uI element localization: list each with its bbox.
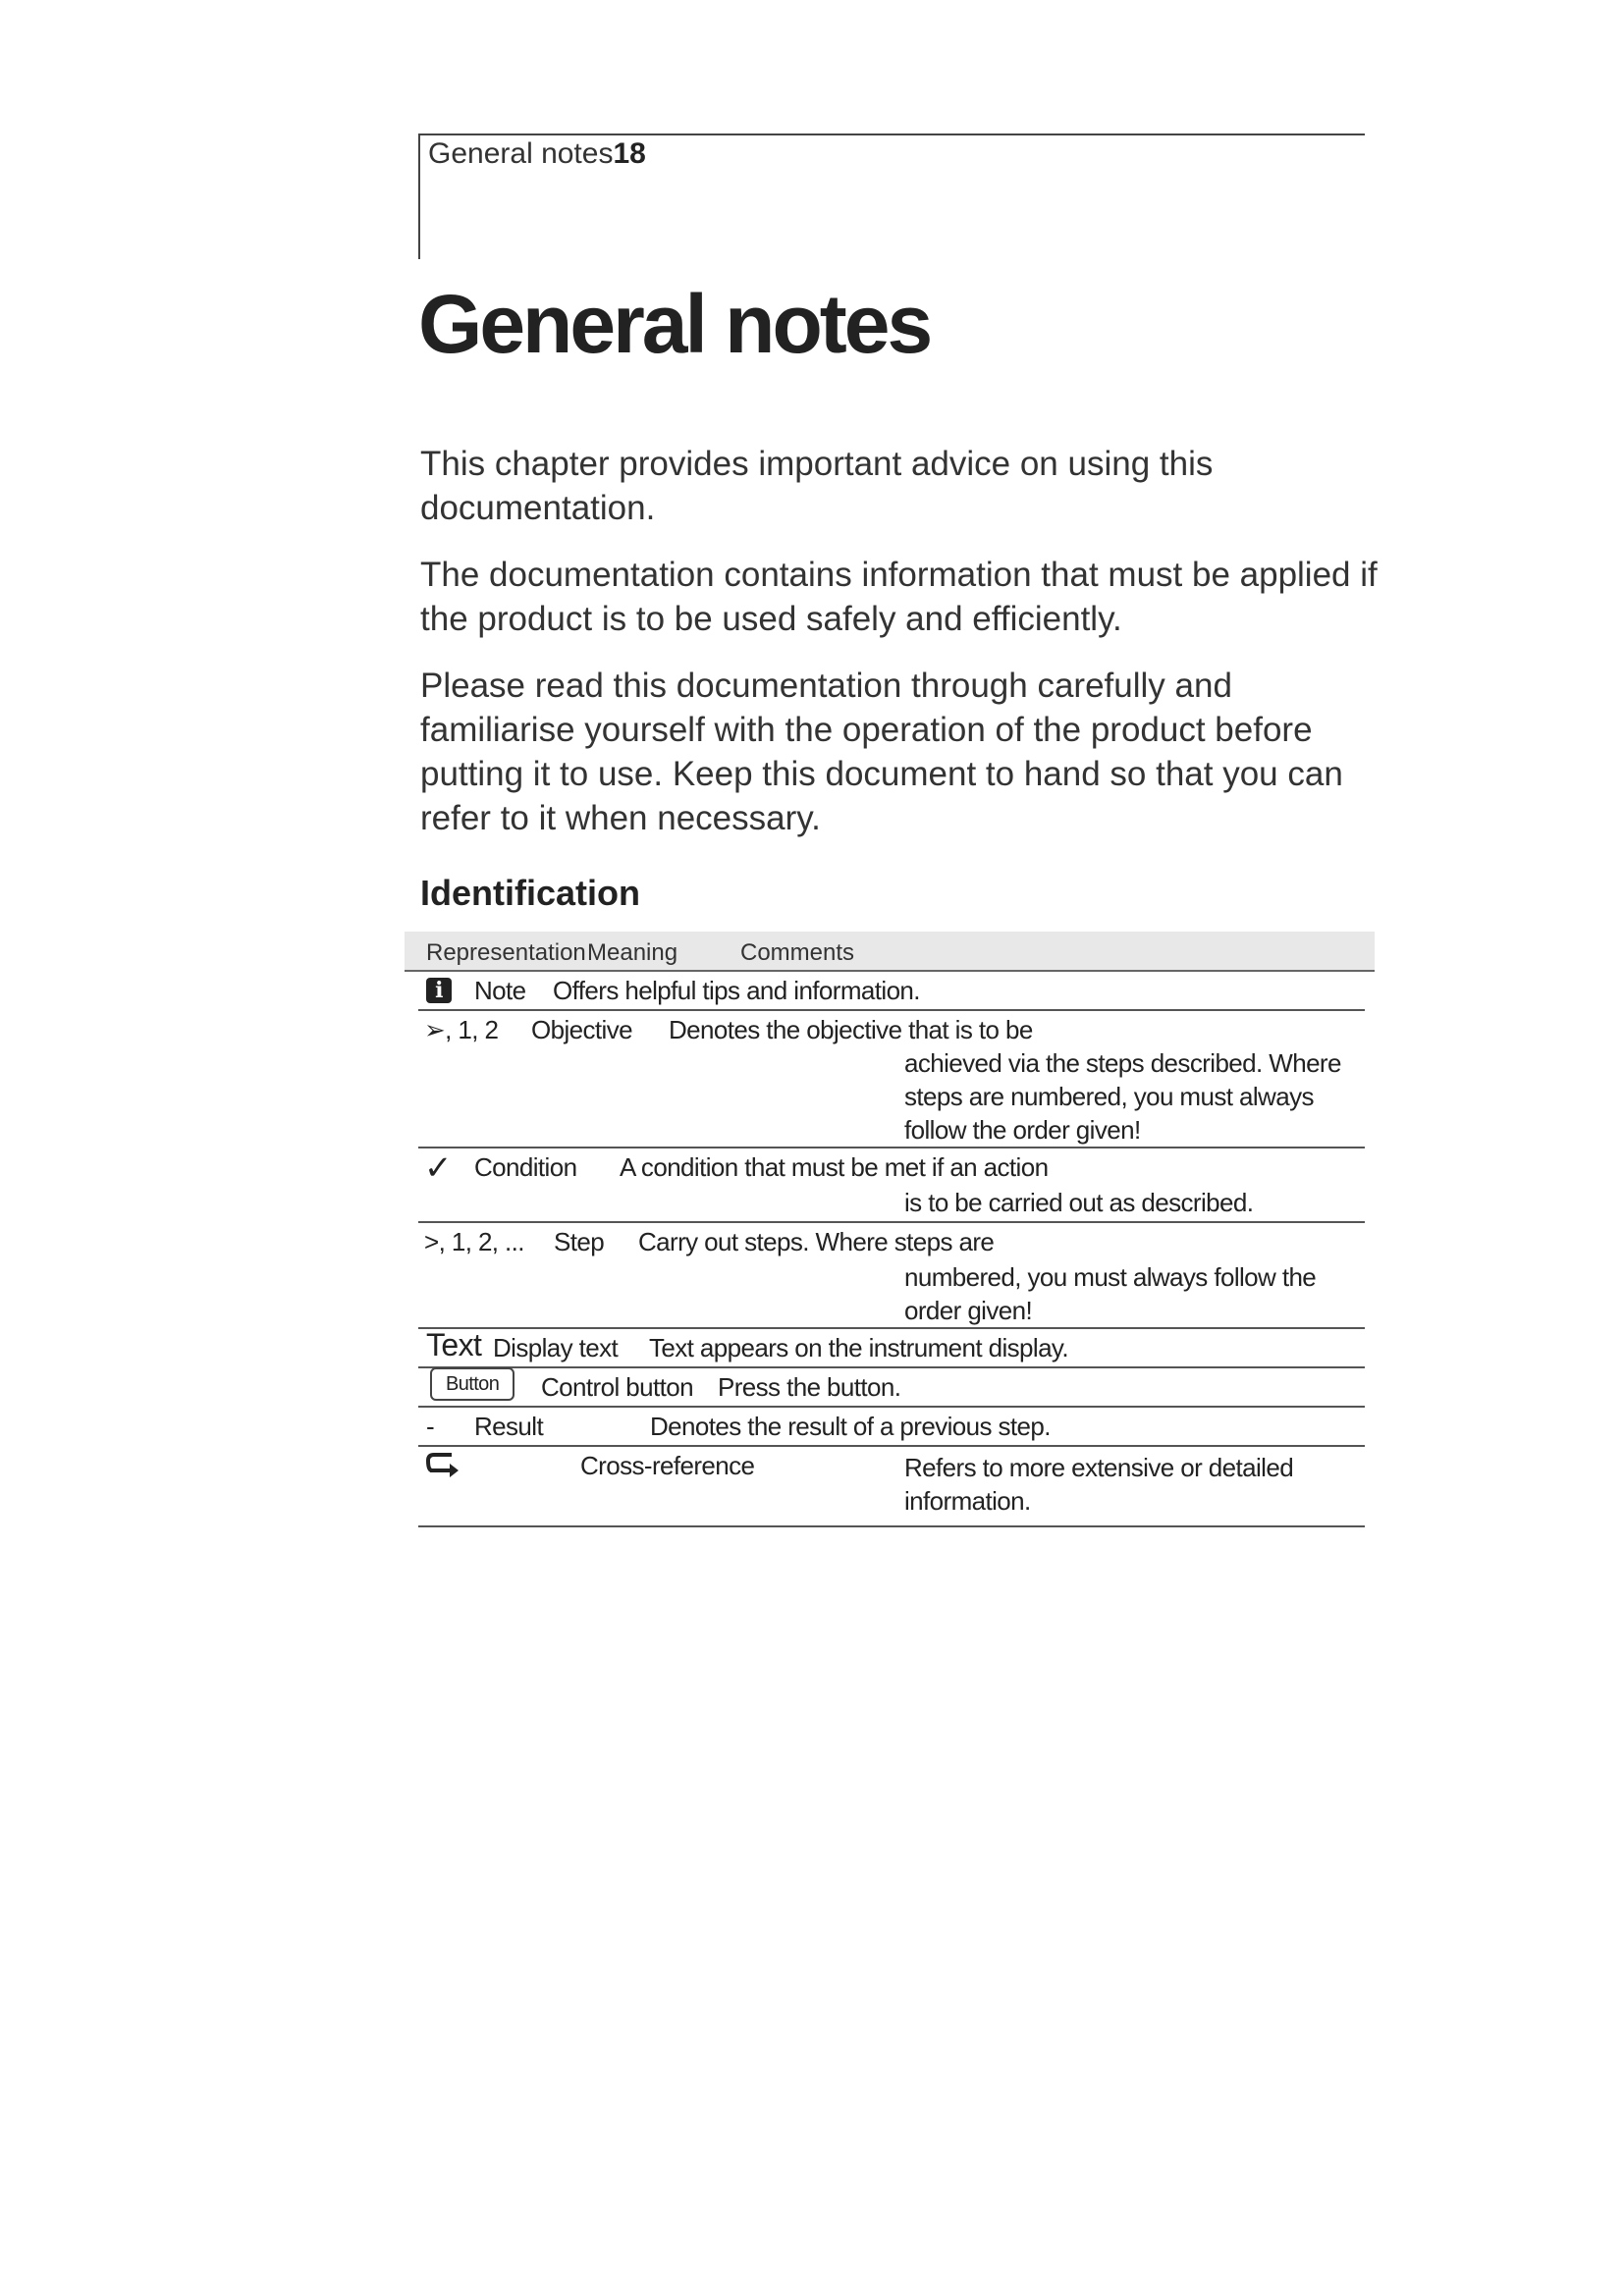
button-sample xyxy=(430,1366,514,1401)
row-comment-continued: achieved via the steps described. Where steps are numbered, you must always follow the order given! xyxy=(904,1048,1341,1145)
table-row-note xyxy=(418,972,1365,1011)
row-representation: - xyxy=(426,1412,435,1441)
table-row-step xyxy=(418,1223,1365,1329)
row-meaning: Condition xyxy=(474,1152,577,1182)
row-representation: ➢, 1, 2 xyxy=(424,1015,499,1044)
row-comment-continued: is to be carried out as described. xyxy=(904,1188,1254,1217)
header-section: General notes xyxy=(428,137,614,170)
page-number: 18 xyxy=(613,137,646,170)
column-header-comments: Comments xyxy=(740,939,855,966)
row-comment: Denotes the objective that is to be xyxy=(669,1015,1033,1044)
table-row-objective xyxy=(418,1011,1365,1148)
page-title: General notes xyxy=(418,278,931,370)
table-row-display-text xyxy=(418,1329,1365,1368)
row-comment: Denotes the result of a previous step. xyxy=(650,1412,1051,1441)
documentation-paragraph: The documentation contains information that must be applied if the product is to be used safely and efficiently. xyxy=(420,556,1378,638)
cross-reference-arrow-icon xyxy=(424,1451,461,1487)
column-header-meaning: Meaning xyxy=(587,939,678,966)
column-header-representation: Representation xyxy=(426,939,586,966)
row-meaning: Display text xyxy=(493,1333,619,1362)
row-meaning: Objective xyxy=(531,1015,632,1044)
row-comment-continued: numbered, you must always follow the order given! xyxy=(904,1262,1317,1325)
intro-paragraph: This chapter provides important advice on using this documentation. xyxy=(420,445,1214,527)
row-meaning: Note xyxy=(474,976,526,1005)
row-comment: Offers helpful tips and information. xyxy=(553,976,920,1005)
table-row-result xyxy=(418,1408,1365,1447)
row-meaning: Cross-reference xyxy=(580,1451,755,1480)
row-representation: >, 1, 2, ... xyxy=(424,1227,524,1256)
page-header xyxy=(418,133,1365,259)
header-text xyxy=(428,137,646,171)
row-meaning: Control button xyxy=(541,1372,693,1402)
checkmark-icon: ✓ xyxy=(424,1149,452,1187)
table-row-cross-reference xyxy=(418,1447,1365,1527)
row-comment: Carry out steps. Where steps are xyxy=(638,1227,995,1256)
row-comment: Refers to more extensive or detailed information. xyxy=(904,1453,1294,1516)
table-row-control-button xyxy=(418,1368,1365,1408)
row-meaning: Result xyxy=(474,1412,544,1441)
row-comment: Press the button. xyxy=(718,1372,901,1402)
table-row-condition xyxy=(418,1148,1365,1223)
read-carefully-paragraph: Please read this documentation through carefully and familiarise yourself with the operation of the product before putting it to use. Keep this document to hand so that you can refer to it when necessary. xyxy=(420,667,1343,837)
button-sample-label: Button xyxy=(430,1367,514,1401)
table-header xyxy=(405,932,1375,972)
identification-heading: Identification xyxy=(420,873,640,913)
row-comment: Text appears on the instrument display. xyxy=(649,1333,1069,1362)
info-icon: i xyxy=(426,974,452,1004)
display-text-sample: Text xyxy=(426,1327,482,1362)
row-meaning: Step xyxy=(554,1227,605,1256)
row-comment: A condition that must be met if an action xyxy=(620,1152,1049,1182)
